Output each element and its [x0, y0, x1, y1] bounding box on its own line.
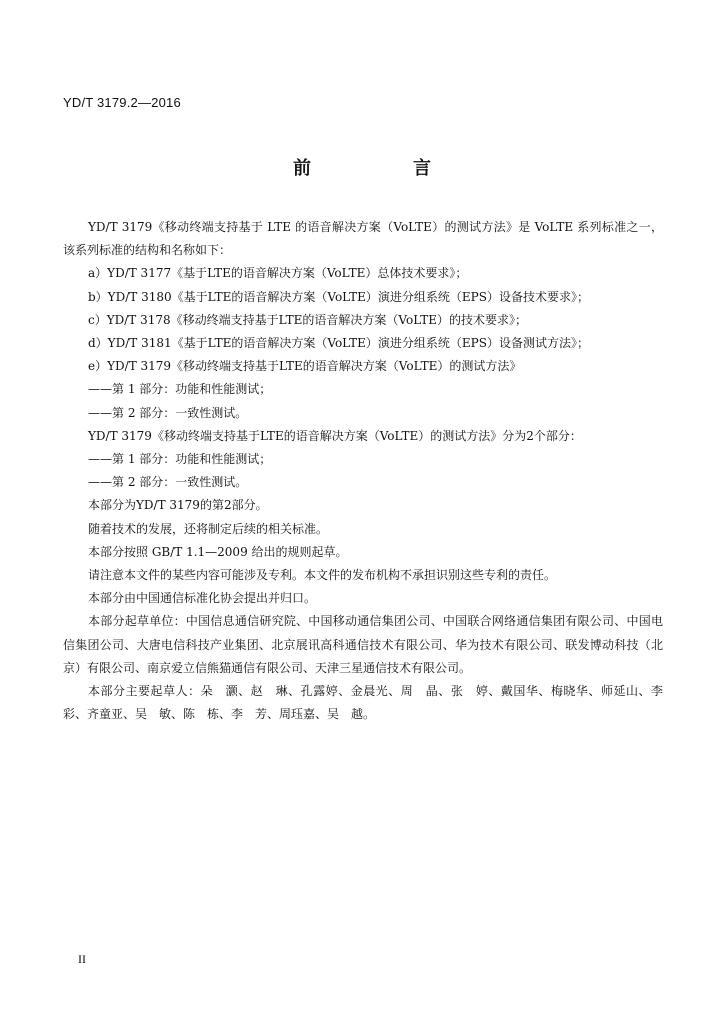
paragraph-series-intro: YD/T 3179《移动终端支持基于 LTE 的语音解决方案（VoLTE）的测试方法》是 VoLTE 系列标准之一，该系列标准的结构和名称如下：: [63, 220, 663, 258]
paragraph-parts-intro: YD/T 3179《移动终端支持基于LTE的语音解决方案（VoLTE）的测试方法》分为2个部分：: [88, 428, 582, 443]
paragraph-patent-notice: 请注意本文件的某些内容可能涉及专利。本文件的发布机构不承担识别这些专利的责任。: [88, 568, 557, 583]
paragraph-drafters: 本部分主要起草人：朵 灏、赵 琳、孔露婷、金晨光、周 晶、张 婷、戴国华、梅晓华、师延山、李 彩、齐童亚、吴 敏、陈 栋、李 芳、周珏嘉、吴 越。: [63, 684, 676, 722]
parts-item-2: ——第 2 部分：一致性测试。: [88, 475, 248, 490]
list-subitem-part2: ——第 2 部分：一致性测试。: [88, 405, 248, 420]
list-item-e: e）YD/T 3179《移动终端支持基于LTE的语音解决方案（VoLTE）的测试方法》: [88, 359, 522, 374]
parts-item-1: ——第 1 部分：功能和性能测试；: [88, 452, 272, 467]
list-item-d: d）YD/T 3181《基于LTE的语音解决方案（VoLTE）演进分组系统（EPS）设备测试方法》；: [88, 336, 589, 351]
page-title: 前 言: [293, 158, 473, 179]
document-code: YD/T 3179.2—2016: [63, 95, 181, 110]
paragraph-future-standards: 随着技术的发展，还将制定后续的相关标准。: [88, 521, 329, 536]
foreword-body: [63, 216, 676, 726]
list-item-b: b）YD/T 3180《基于LTE的语音解决方案（VoLTE）演进分组系统（EPS）设备技术要求》；: [88, 289, 589, 304]
list-subitem-part1: ——第 1 部分：功能和性能测试；: [88, 382, 272, 397]
paragraph-this-part: 本部分为YD/T 3179的第2部分。: [88, 498, 268, 513]
list-item-a: a）YD/T 3177《基于LTE的语音解决方案（VoLTE）总体技术要求》；: [88, 266, 468, 281]
list-item-c: c）YD/T 3178《移动终端支持基于LTE的语音解决方案（VoLTE）的技术要求》；: [88, 312, 527, 327]
paragraph-proposer: 本部分由中国通信标准化协会提出并归口。: [88, 591, 317, 606]
paragraph-drafting-units: 本部分起草单位：中国信息通信研究院、中国移动通信集团公司、中国联合网络通信集团有限公司、中国电信集团公司、大唐电信科技产业集团、北京展讯高科通信技术有限公司、华为技术有限公司、联发博动科技（北京）有限公司、南京爱立信熊猫通信有限公司、天津三星通信技术有限公司。: [63, 614, 663, 675]
paragraph-drafting-rules: 本部分按照 GB/T 1.1—2009 给出的规则起草。: [88, 544, 348, 559]
page-number: II: [78, 952, 86, 966]
